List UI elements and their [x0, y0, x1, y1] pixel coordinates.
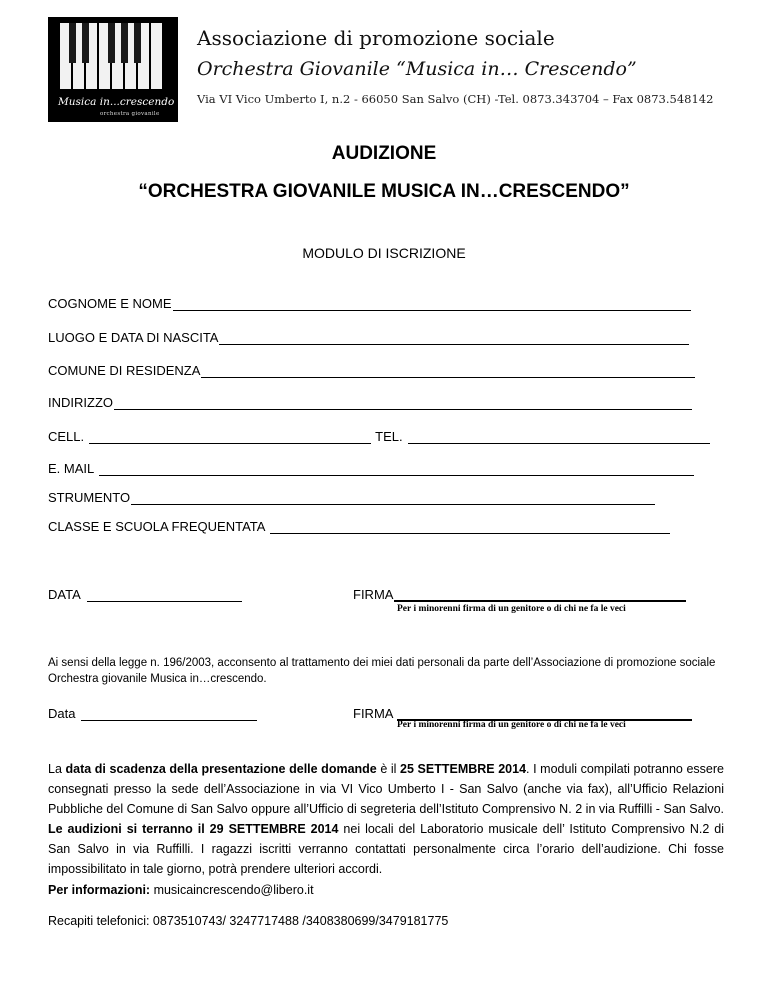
- classe-scuola-label: CLASSE E SCUOLA FREQUENTATA: [48, 519, 266, 534]
- email-label: E. MAIL: [48, 461, 95, 476]
- indirizzo-field[interactable]: [48, 392, 692, 410]
- deadline-text-2: è il: [376, 762, 401, 776]
- strumento-label: STRUMENTO: [48, 490, 131, 505]
- phones-label: Recapiti telefonici:: [48, 914, 150, 928]
- deadline-date: 25 SETTEMBRE 2014: [400, 762, 527, 776]
- cognome-nome-label: COGNOME E NOME: [48, 296, 172, 311]
- consent-data-line[interactable]: [81, 707, 257, 721]
- address-line: Via VI Vico Umberto I, n.2 - 66050 San Salvo (CH) -Tel. 0873.343704 – Fax 0873.548142: [197, 92, 714, 106]
- phones-line: [48, 914, 448, 928]
- cell-field[interactable]: [48, 426, 710, 444]
- email-field[interactable]: [48, 458, 694, 476]
- deadline-bold-1: data di scadenza della presentazione delle domande: [65, 762, 377, 776]
- audition-date: Le audizioni si terranno il 29 SETTEMBRE 2014: [48, 822, 339, 836]
- cognome-nome-line[interactable]: [173, 297, 691, 311]
- logo-sub-text: orchestra giovanile: [100, 111, 160, 117]
- firma-label: FIRMA: [353, 587, 394, 602]
- indirizzo-line[interactable]: [114, 396, 692, 410]
- comune-residenza-line[interactable]: [201, 364, 695, 378]
- deadline-text-1: La: [48, 762, 66, 776]
- classe-scuola-line[interactable]: [270, 520, 670, 534]
- consent-firma-line[interactable]: [397, 707, 692, 721]
- data-line[interactable]: [87, 588, 242, 602]
- cell-line[interactable]: [89, 430, 371, 444]
- info-label: Per informazioni:: [48, 883, 151, 897]
- consent-data-label: Data: [48, 706, 76, 721]
- firma-line[interactable]: [394, 588, 686, 602]
- tel-label: TEL.: [375, 429, 403, 444]
- strumento-line[interactable]: [131, 491, 655, 505]
- minor-signature-note: Per i minorenni firma di un genitore o di chi ne fa le veci: [397, 604, 626, 614]
- firma-field[interactable]: [353, 584, 686, 602]
- email-line[interactable]: [99, 462, 694, 476]
- orchestra-name: Orchestra Giovanile “Musica in… Crescendo”: [197, 58, 637, 80]
- privacy-consent-text: Ai sensi della legge n. 196/2003, acconsento al trattamento dei miei dati personali da parte dell’Associazione di promozione sociale Orchestra giovanile Musica in…crescendo.: [48, 657, 716, 685]
- luogo-data-nascita-line[interactable]: [219, 331, 689, 345]
- classe-scuola-field[interactable]: [48, 516, 670, 534]
- tel-line[interactable]: [408, 430, 710, 444]
- phones-numbers: 0873510743/ 3247717488 /3408380699/3479181775: [149, 914, 449, 928]
- page-title: AUDIZIONE: [331, 143, 437, 164]
- consent-data-field[interactable]: [48, 703, 257, 721]
- info-email[interactable]: musicaincrescendo@libero.it: [150, 883, 314, 897]
- logo-script-text: Musica in...crescendo: [58, 96, 175, 108]
- luogo-data-nascita-label: LUOGO E DATA DI NASCITA: [48, 330, 219, 345]
- consent-minor-note: Per i minorenni firma di un genitore o di chi ne fa le veci: [397, 720, 626, 730]
- data-field[interactable]: [48, 584, 242, 602]
- form-title: MODULO DI ISCRIZIONE: [302, 245, 466, 261]
- strumento-field[interactable]: [48, 487, 655, 505]
- deadline-paragraph: [48, 759, 724, 879]
- comune-residenza-field[interactable]: [48, 360, 695, 378]
- comune-residenza-label: COMUNE DI RESIDENZA: [48, 363, 201, 378]
- logo: [48, 17, 178, 122]
- association-name: Associazione di promozione sociale: [197, 26, 555, 50]
- luogo-data-nascita-field[interactable]: [48, 327, 689, 345]
- data-label: DATA: [48, 587, 81, 602]
- cell-label: CELL.: [48, 429, 85, 444]
- indirizzo-label: INDIRIZZO: [48, 395, 113, 410]
- deadline-text-3: . I moduli compilati potranno essere consegnati presso la sede dell’Associazione in via VI Vico Umberto I - San Salvo (anche via fax), all’Ufficio Relazioni Pubbliche del Comune di San Salvo oppure all’Ufficio di segreteria dell’Istituto Comprensivo N. 2 in via Ruffilli - San Salvo.: [48, 762, 724, 816]
- info-line: [48, 883, 314, 897]
- orchestra-title: “ORCHESTRA GIOVANILE MUSICA IN…CRESCENDO”: [138, 181, 630, 202]
- consent-firma-field[interactable]: [353, 703, 692, 721]
- piano-keys-graphic: [60, 23, 166, 93]
- deadline-text-4: nei locali del Laboratorio musicale dell’ Istituto Comprensivo N.2 di San Salvo in via Ruffilli. I ragazzi iscritti verranno contattati personalmente circa l’orario dell’audizione. Chi fosse impossibilitato in tale giorno, potrà prendere ulteriori accordi.: [48, 822, 724, 876]
- cognome-nome-field[interactable]: [48, 293, 691, 311]
- consent-firma-label: FIRMA: [353, 706, 394, 721]
